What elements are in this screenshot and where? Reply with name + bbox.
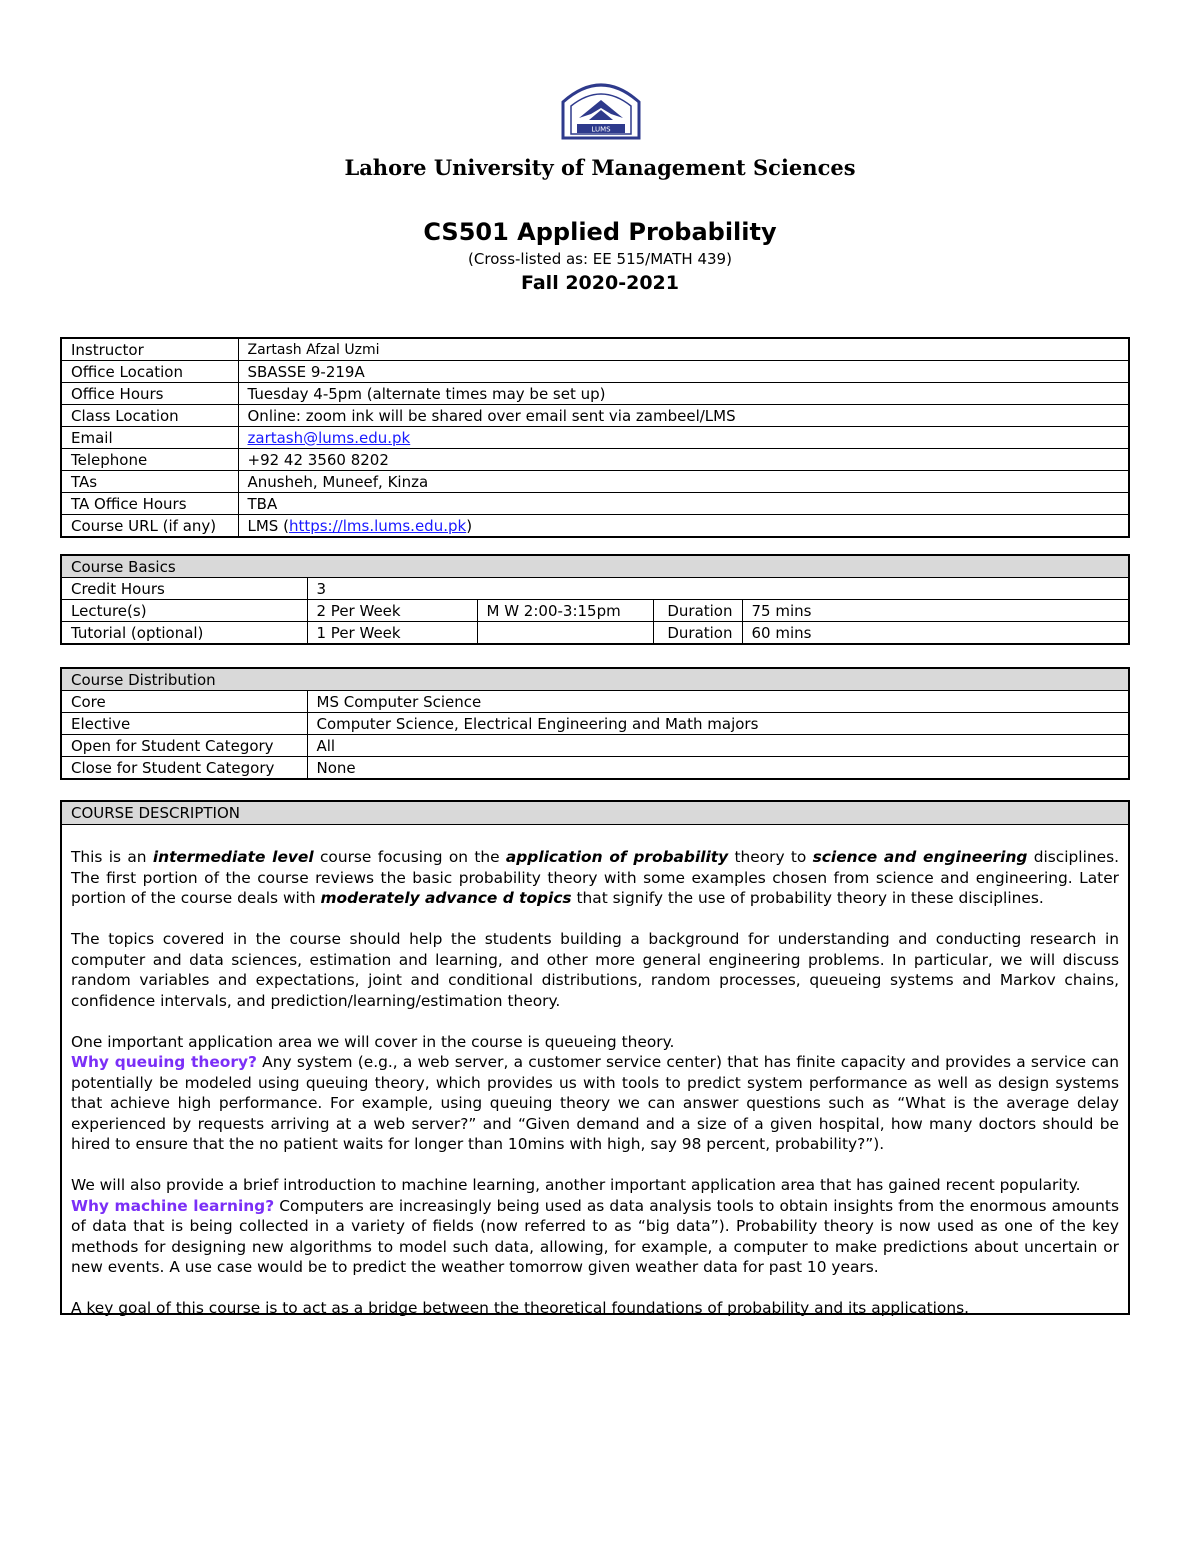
p1-text-i: that signify the use of probability theory in these disciplines. [571,889,1044,907]
course-description-box [60,800,1130,1315]
logo-text: LUMS [591,125,611,134]
open-category-label: Open for Student Category [61,735,307,757]
core-value: MS Computer Science [307,691,1129,713]
p1-emphasis-application: application of probability [505,848,729,866]
lecture-frequency: 2 Per Week [307,600,477,622]
table-row [61,471,1129,493]
course-url-label: Course URL (if any) [61,515,238,538]
description-paragraph-4 [71,1196,1119,1278]
instructor-value: Zartash Afzal Uzmi [238,338,1129,361]
table-row [61,622,1129,645]
p1-text-a: This is an [71,848,153,866]
course-basics-heading: Course Basics [61,555,1129,578]
office-hours-label: Office Hours [61,383,238,405]
ta-hours-label: TA Office Hours [61,493,238,515]
table-row [61,338,1129,361]
table-row [61,668,1129,691]
course-title: CS501 Applied Probability [423,218,777,246]
instructor-label: Instructor [61,338,238,361]
table-row [61,427,1129,449]
lecture-duration: 75 mins [742,600,1129,622]
table-row [61,713,1129,735]
elective-label: Elective [61,713,307,735]
tutorial-frequency: 1 Per Week [307,622,477,645]
credit-hours-value: 3 [307,578,1129,600]
course-distribution-heading: Course Distribution [61,668,1129,691]
tas-label: TAs [61,471,238,493]
class-location-value: Online: zoom ink will be shared over email sent via zambeel/LMS [238,405,1129,427]
open-category-value: All [307,735,1129,757]
university-name: Lahore University of Management Sciences [344,155,856,180]
office-hours-value: Tuesday 4-5pm (alternate times may be set up) [238,383,1129,405]
table-row [61,383,1129,405]
table-row [61,555,1129,578]
description-paragraph-3 [71,1052,1119,1155]
tutorial-duration: 60 mins [742,622,1129,645]
course-url-link[interactable]: https://lms.lums.edu.pk [288,516,467,535]
office-location-value: SBASSE 9-219A [238,361,1129,383]
p1-emphasis-science: science and engineering [812,848,1028,866]
tutorial-time [477,622,653,645]
p1-text-g: disciplines. The first portion of the course reviews the basic probability theory with some examples chosen from science and engineering. Later portion of the course deals with [71,848,1119,907]
why-ml-heading: Why machine learning? [71,1196,275,1215]
why-queuing-heading: Why queuing theory? [71,1053,257,1071]
core-label: Core [61,691,307,713]
why-ml-text: Computers are increasingly being used as data analysis tools to obtain insights from the enormous amounts of data that is being collected in a variety of fields (now referred to as “big data”). Probability theory is now used as one of the key methods for designing new algorithms to model such data, allowing, for example, a computer to make predictions about uncertain or new events. A use case would be to predict the weather tomorrow given weather data for past 10 years. [71,1196,1119,1276]
lecture-duration-label: Duration [653,600,742,622]
why-queuing-text: Any system (e.g., a web server, a customer service center) that has finite capacity and provides a service can potentially be modeled using queuing theory, which provides us with tools to predict system performance as well as design systems that achieve high performance. For example, using queuing theory we can answer questions such as “What is the average delay experienced by requests arriving at a web server?” and “Given demand and a size of a given hospital, how many doctors should be hired to ensure that the no patient waits for longer than 10mins with high, say 98 percent, probability?”). [71,1053,1119,1153]
term: Fall 2020-2021 [521,272,679,294]
credit-hours-label: Credit Hours [61,578,307,600]
p1-text-e: theory to [728,848,813,866]
course-description-body [62,825,1128,1319]
ta-hours-value: TBA [238,493,1129,515]
p1-text-c: course focusing on the [313,848,506,866]
tutorial-duration-label: Duration [653,622,742,645]
table-row [61,757,1129,780]
url-prefix: LMS ( [247,516,289,535]
course-distribution-table [60,667,1130,780]
email-link[interactable]: zartash@lums.edu.pk [247,428,411,447]
email-label: Email [61,427,238,449]
elective-value: Computer Science, Electrical Engineering and Math majors [307,713,1129,735]
table-row [61,405,1129,427]
lums-logo [555,80,647,142]
lecture-label: Lecture(s) [61,600,307,622]
description-paragraph-3-intro: One important application area we will cover in the course is queueing theory. [71,1032,675,1051]
course-basics-table [60,554,1130,645]
p1-emphasis-topics: moderately advance d topics [320,889,572,907]
table-row [61,600,1129,622]
telephone-value: +92 42 3560 8202 [238,449,1129,471]
cross-listed: (Cross-listed as: EE 515/MATH 439) [468,250,732,268]
course-description-heading: COURSE DESCRIPTION [62,802,1128,825]
tutorial-label: Tutorial (optional) [61,622,307,645]
table-row [61,493,1129,515]
table-row [61,361,1129,383]
office-location-label: Office Location [61,361,238,383]
course-url-cell [238,515,1129,538]
close-category-label: Close for Student Category [61,757,307,780]
table-row [61,515,1129,538]
instructor-info-table [60,337,1130,538]
table-row [61,578,1129,600]
url-suffix: ) [466,516,473,535]
description-paragraph-4-intro: We will also provide a brief introduction to machine learning, another important application area that has gained recent popularity. [71,1176,1081,1194]
tas-value: Anusheh, Muneef, Kinza [238,471,1129,493]
telephone-label: Telephone [61,449,238,471]
class-location-label: Class Location [61,405,238,427]
email-cell [238,427,1129,449]
lecture-time: M W 2:00-3:15pm [477,600,653,622]
table-row [61,449,1129,471]
p1-emphasis-level: intermediate level [152,848,314,866]
description-paragraph-5: A key goal of this course is to act as a bridge between the theoretical foundations of probability and its applications. [71,1299,970,1317]
close-category-value: None [307,757,1129,780]
description-paragraph-1 [71,847,1119,909]
description-paragraph-2: The topics covered in the course should help the students building a background for understanding and conducting research in computer and data sciences, estimation and learning, and other more general engineering problems. In particular, we will discuss random variables and expectations, joint and conditional distributions, random processes, queueing systems and Markov chains, confidence intervals, and prediction/learning/estimation theory. [71,930,1119,1010]
table-row [61,735,1129,757]
table-row [61,691,1129,713]
